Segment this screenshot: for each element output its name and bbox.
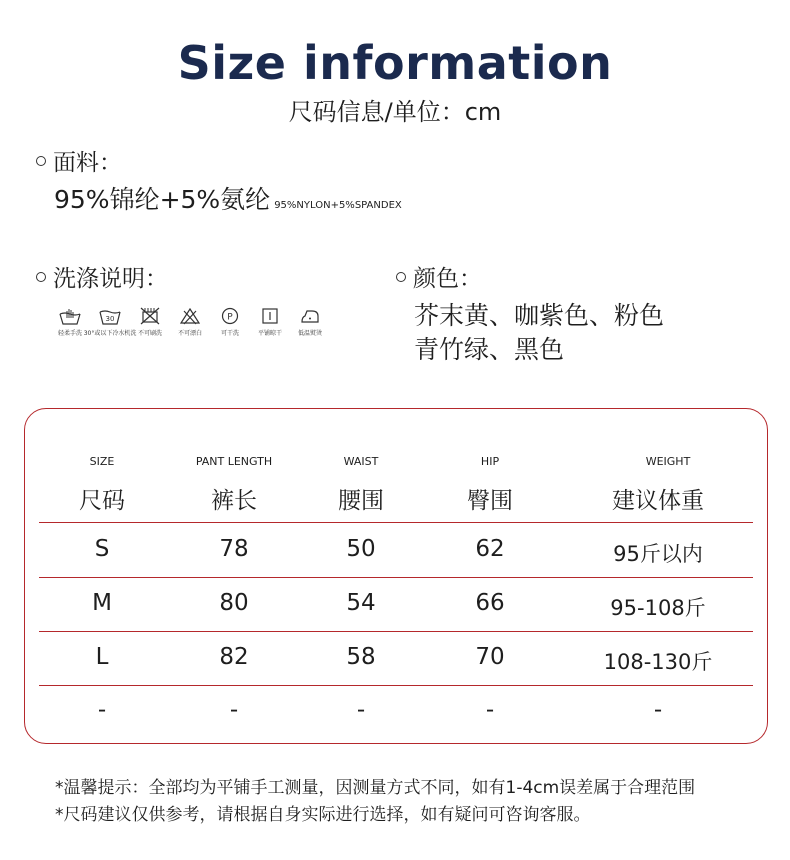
wash-item bbox=[170, 306, 210, 337]
cell-weight: 108-130斤 bbox=[603, 650, 713, 674]
wash-label: 轻柔手洗 bbox=[57, 330, 82, 337]
wash-item bbox=[130, 306, 170, 337]
cell-size: L bbox=[95, 644, 109, 670]
wash-item bbox=[290, 306, 330, 337]
wash-label: 可干洗 bbox=[220, 330, 239, 337]
bullet-icon bbox=[396, 272, 406, 282]
machine-wash-30-icon bbox=[97, 306, 123, 326]
table-divider bbox=[39, 631, 753, 632]
fabric-composition-en: 95%NYLON+5%SPANDEX bbox=[274, 200, 402, 211]
wash-item bbox=[83, 306, 137, 337]
header-pant-length-en: PANT LENGTH bbox=[195, 455, 273, 468]
washing-section-label bbox=[36, 260, 168, 293]
wash-label: 不可漂白 bbox=[177, 330, 202, 337]
colors-line-1: 芥末黄、咖紫色、粉色 bbox=[414, 301, 665, 330]
note-size-advice: *尺码建议仅供参考，请根据自身实际进行选择，如有疑问可咨询客服。 bbox=[55, 805, 591, 825]
do-not-bleach-icon bbox=[177, 306, 203, 326]
cell-weight: 95斤以内 bbox=[613, 542, 703, 566]
cell-pant-length: 78 bbox=[219, 536, 249, 562]
do-not-brush-icon bbox=[137, 306, 163, 326]
fabric-label: 面料： bbox=[53, 150, 122, 176]
svg-text:P: P bbox=[227, 312, 233, 323]
cell-pant-length: - bbox=[229, 697, 239, 723]
cell-hip: 66 bbox=[475, 590, 505, 616]
header-pant-length: 裤长 bbox=[211, 488, 257, 514]
header-weight: 建议体重 bbox=[612, 488, 704, 514]
table-divider bbox=[39, 685, 753, 686]
page-subtitle: 尺码信息/单位：cm bbox=[288, 98, 502, 126]
cell-pant-length: 82 bbox=[219, 644, 249, 670]
cell-size: - bbox=[97, 697, 107, 723]
header-waist-en: WAIST bbox=[343, 455, 379, 468]
cell-waist: 50 bbox=[346, 536, 376, 562]
colors-section-label bbox=[396, 260, 482, 293]
cell-waist: 54 bbox=[346, 590, 376, 616]
wash-label: 平铺晾干 bbox=[257, 330, 282, 337]
cell-weight: - bbox=[653, 697, 663, 723]
washing-icons bbox=[50, 306, 330, 337]
dry-flat-icon bbox=[257, 306, 283, 326]
dry-clean-p-icon bbox=[217, 306, 243, 326]
header-hip-en: HIP bbox=[480, 455, 500, 468]
bullet-icon bbox=[36, 156, 46, 166]
table-divider bbox=[39, 522, 753, 523]
cell-hip: - bbox=[485, 697, 495, 723]
page-title: Size information bbox=[177, 36, 613, 90]
fabric-composition: 95%锦纶+5%氨纶 bbox=[54, 185, 271, 214]
header-size: 尺码 bbox=[79, 488, 125, 514]
hand-wash-icon bbox=[57, 306, 83, 326]
wash-label: 不可刷洗 bbox=[137, 330, 162, 337]
note-measurement: *温馨提示：全部均为平铺手工测量，因测量方式不同，如有1-4cm误差属于合理范围 bbox=[55, 778, 696, 798]
table-divider bbox=[39, 577, 753, 578]
fabric-section-label bbox=[36, 144, 122, 177]
cell-hip: 62 bbox=[475, 536, 505, 562]
header-size-en: SIZE bbox=[89, 455, 115, 468]
fabric-value bbox=[54, 180, 402, 216]
wash-label: 30°或以下冷水机洗 bbox=[83, 330, 137, 337]
wash-label: 低温熨烫 bbox=[297, 330, 322, 337]
cell-pant-length: 80 bbox=[219, 590, 249, 616]
wash-item bbox=[210, 306, 250, 337]
iron-low-icon bbox=[297, 306, 323, 326]
cell-size: S bbox=[94, 536, 110, 562]
cell-waist: 58 bbox=[346, 644, 376, 670]
colors-label: 颜色： bbox=[413, 266, 482, 292]
header-waist: 腰围 bbox=[338, 488, 384, 514]
cell-waist: - bbox=[356, 697, 366, 723]
colors-line-2: 青竹绿、黑色 bbox=[414, 335, 565, 364]
bullet-icon bbox=[36, 272, 46, 282]
washing-label: 洗涤说明： bbox=[53, 266, 168, 292]
header-hip: 臀围 bbox=[467, 488, 513, 514]
cell-size: M bbox=[92, 590, 112, 616]
cell-hip: 70 bbox=[475, 644, 505, 670]
svg-text:30: 30 bbox=[105, 315, 115, 323]
cell-weight: 95-108斤 bbox=[610, 596, 706, 620]
wash-item bbox=[250, 306, 290, 337]
header-weight-en: WEIGHT bbox=[645, 455, 691, 468]
